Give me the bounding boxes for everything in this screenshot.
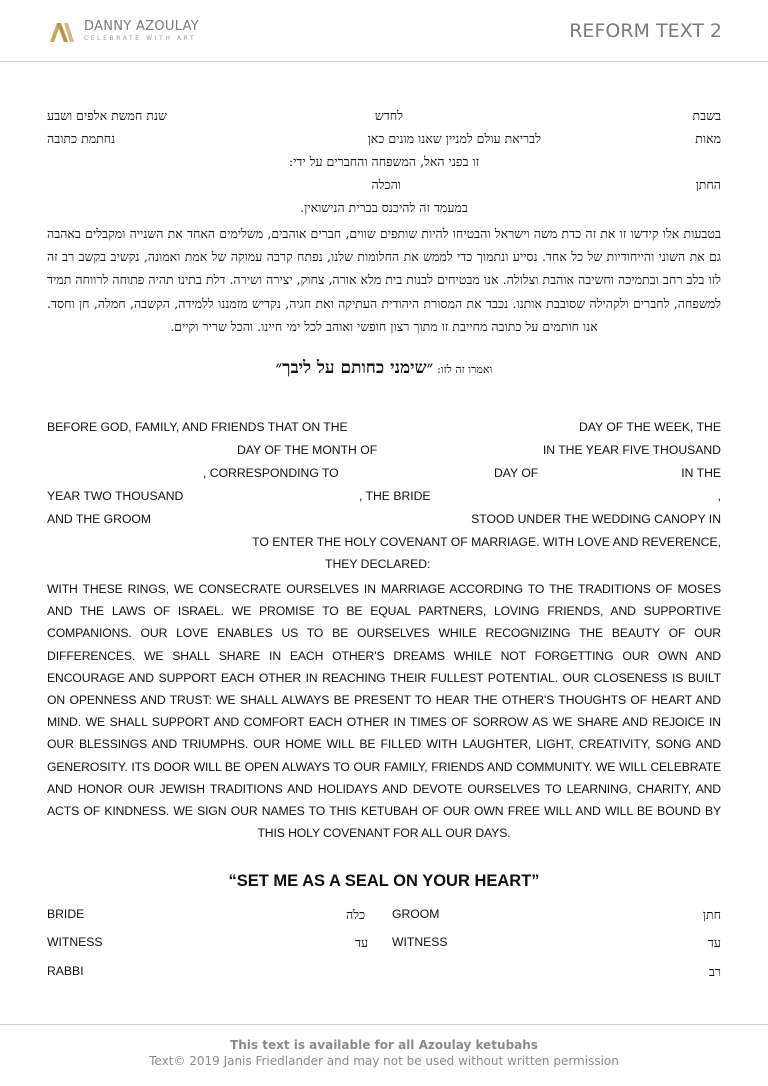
hebrew-row-3	[47, 154, 721, 176]
english-text: IN THE YEAR FIVE THOUSAND	[542, 443, 721, 457]
rabbi-label-hebrew: רב	[708, 964, 721, 979]
logo-monogram-icon	[48, 21, 76, 43]
english-text: , THE BRIDE	[359, 489, 431, 503]
english-vows-paragraph: WITH THESE RINGS, WE CONSECRATE OURSELVES IN MARRIAGE ACCORDING TO THE TRADITIONS OF MOSES AND THE LAWS OF ISRAEL. WE PROMISE TO BE EQUAL PARTNERS, LOVING FRIENDS, AND SUPPORTIVE COMPANIONS. OUR LOVE ENABLES US TO BE OURSELVES WHILE RECOGNIZING THE BEAUTY OF OUR DIFFERENCES. WE SHALL SHARE IN EACH OTHER'S DREAMS WHILE NOT FORGETTING OUR OWN AND ENCOURAGE AND SUPPORT EACH OTHER IN REACHING THEIR FULLEST POTENTIAL. OUR CLOSENESS IS BUILT ON OPENNESS AND TRUST: WE SHALL ALWAYS BE PRESENT TO HEAR THE OTHER'S THOUGHTS OF HEART AND MIND. WE SHALL SUPPORT AND COMFORT EACH OTHER IN TIMES OF SORROW AS WE SHARE AND REJOICE IN OUR BLESSINGS AND TRIUMPHS. OUR HOME WILL BE FILLED WITH LAUGHTER, LIGHT, CREATIVITY, SONG AND GENEROSITY. ITS DOOR WILL BE OPEN ALWAYS TO OUR FAMILY, FRIENDS AND COMMUNITY. WE WILL CELEBRATE AND HONOR OUR JEWISH TRADITIONS AND HOLIDAYS AND DEVOTE OURSELVES TO LEARNING, CHARITY, AND ACTS OF KINDNESS. WE SIGN OUR NAMES TO THIS KETUBAH OF OUR OWN FREE WILL AND WILL BE BOUND BY THIS HOLY COVENANT FOR ALL OUR DAYS.	[47, 582, 721, 841]
english-text: DAY OF THE WEEK, THE	[579, 420, 721, 434]
english-row-1	[47, 420, 721, 440]
english-row-3	[47, 466, 721, 486]
english-text: DAY OF THE MONTH OF	[237, 443, 378, 457]
hebrew-quote-intro: ואמרו זה לזו:	[437, 363, 493, 376]
brand-tagline: CELEBRATE WITH ART	[84, 35, 197, 42]
hebrew-quote: ״שימני כחותם על ליבך״	[275, 358, 434, 378]
bride-label: BRIDE	[47, 907, 85, 921]
english-row-5	[47, 512, 721, 532]
hebrew-text: החתן	[695, 177, 721, 192]
english-text: IN THE	[681, 466, 721, 480]
hebrew-text: מאות	[695, 131, 721, 146]
witness-1-label-hebrew: עד	[355, 935, 369, 950]
bride-label-hebrew: כלה	[346, 907, 366, 922]
english-text: AND THE GROOM	[47, 512, 152, 526]
english-quote: “SET ME AS A SEAL ON YOUR HEART”	[228, 872, 540, 890]
hebrew-text: לבריאת עולם למניין שאנו מונים כאן	[367, 131, 541, 146]
english-text: YEAR TWO THOUSAND	[47, 489, 184, 503]
witness-2-label-hebrew: עד	[707, 935, 721, 950]
hebrew-text: לחדש	[374, 108, 403, 123]
hebrew-row-2	[47, 131, 721, 153]
hebrew-row-1	[47, 108, 721, 130]
witness-1-label: WITNESS	[47, 935, 103, 949]
site-footer	[0, 1024, 768, 1069]
english-text: THEY DECLARED:	[325, 557, 431, 571]
brand-name: DANNY AZOULAY	[84, 19, 200, 34]
signature-row-rabbi	[47, 964, 721, 984]
groom-label: GROOM	[392, 907, 440, 921]
site-header	[0, 0, 768, 62]
hebrew-vows-paragraph: בטבעות אלו קידשו זו את זה כדת משה וישראל והבטיחו להיות שותפים שווים, חברים אוהבים, משלימים האחד את השנייה ומקבלים באהבה גם את השוני והייחודיות של כל אחד. נסייע ונתמוך כדי לממש את החלומות שלנו, נפתח קרבה עמוקה של אמת ואמונה, נקשיב בקשב רב זה לזו בלב רחב ובתמיכה וחשיבה אוהבת וצלולה. אנו מבטיחים לבנות בית מלא אורה, צחוק, יצירה ושירה. דלת בתינו תהיה פתוחה לרווחה תמיד למשפחה, לחברים ולקהילה שסובבת אותנו. נכבד את המסורת היהודית העתיקה ואת חגיה, נקדיש מזמננו ללמידה, הקשבה, חמלה, חן וחסד. אנו חותמים על כתובה מחייבת זו מתוך רצון חופשי ואוהב לכל ימי חיינו. והכל שריר וקיים.	[47, 226, 721, 334]
hebrew-text: נחתמת כתובה	[47, 131, 116, 146]
english-text: , CORRESPONDING TO	[203, 466, 339, 480]
english-text: BEFORE GOD, FAMILY, AND FRIENDS THAT ON THE	[47, 420, 348, 434]
english-text: DAY OF	[494, 466, 539, 480]
english-text: STOOD UNDER THE WEDDING CANOPY IN	[471, 512, 721, 526]
hebrew-row-4	[47, 177, 721, 199]
groom-label-hebrew: חתן	[702, 907, 721, 922]
rabbi-label: RABBI	[47, 964, 84, 978]
hebrew-text: והכלה	[371, 177, 401, 192]
witness-2-label: WITNESS	[392, 935, 448, 949]
hebrew-quote-line	[47, 358, 721, 378]
signature-row-witnesses	[47, 935, 721, 955]
availability-note: This text is available for all Azoulay ketubahs	[230, 1038, 538, 1052]
brand-logo[interactable]	[48, 20, 199, 43]
page-title: REFORM TEXT 2	[569, 20, 722, 42]
english-row-2	[47, 443, 721, 463]
english-row-4	[47, 489, 721, 509]
hebrew-text: בשבת	[692, 108, 721, 123]
copyright-note: Text© 2019 Janis Friedlander and may not be used without written permission	[149, 1054, 619, 1068]
hebrew-text: זו בפני האל, המשפחה והחברים על ידי:	[288, 154, 480, 169]
signature-row-bride-groom	[47, 907, 721, 927]
english-row-6	[47, 535, 721, 555]
hebrew-row-5	[47, 200, 721, 222]
english-text: TO ENTER THE HOLY COVENANT OF MARRIAGE. WITH LOVE AND REVERENCE,	[252, 535, 721, 549]
english-row-7	[47, 557, 721, 577]
hebrew-text: במעמד זה להיכנס בברית הנישואין.	[300, 200, 468, 215]
hebrew-text: שנת חמשת אלפים ושבע	[47, 108, 167, 123]
english-text: ,	[717, 489, 721, 503]
